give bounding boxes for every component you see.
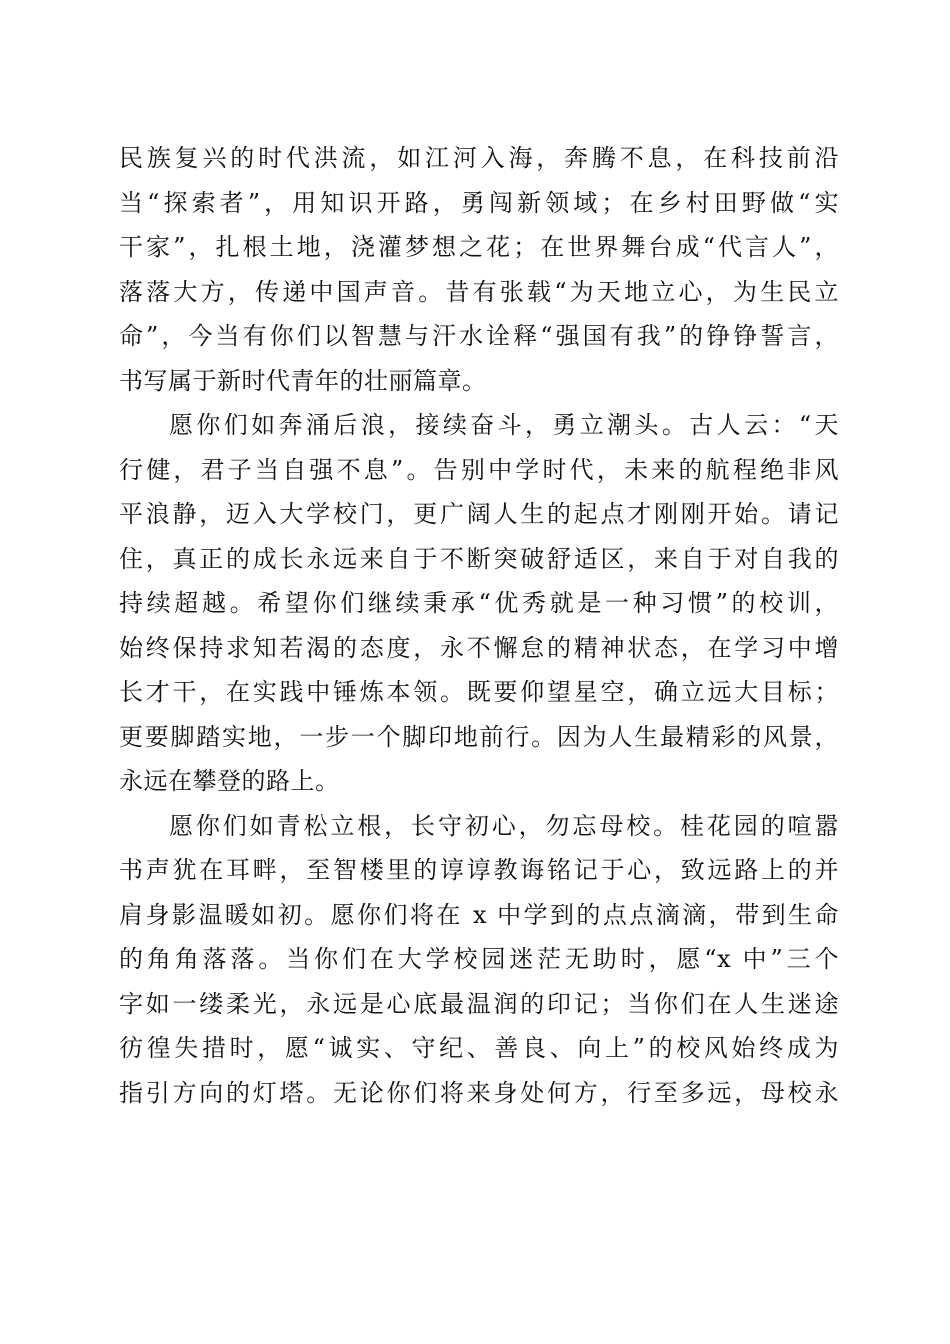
paragraph-1-line: 干家”，扎根土地，浇灌梦想之花；在世界舞台成“代言人”， <box>119 233 839 261</box>
paragraph-2-line: 永远在攀登的路上。 <box>119 767 340 795</box>
document-body <box>119 136 839 1115</box>
paragraph-3-line: 愿你们如青松立根，长守初心，勿忘母校。桂花园的喧嚣 <box>169 811 839 840</box>
paragraph-1-line: 命”，今当有你们以智慧与汗水诠释“强国有我”的铮铮誓言， <box>119 322 839 350</box>
paragraph-2-line: 住，真正的成长永远来自于不断突破舒适区，来自于对自我的 <box>119 544 839 573</box>
paragraph-3-line: 字如一缕柔光，永远是心底最温润的印记；当你们在人生迷途 <box>119 989 839 1018</box>
paragraph-3-line: 肩身影温暖如初。愿你们将在 x 中学到的点点滴滴，带到生命 <box>119 900 839 929</box>
paragraph-2-line: 平浪静，迈入大学校门，更广阔人生的起点才刚刚开始。请记 <box>119 500 839 528</box>
paragraph-3-line: 指引方向的灯塔。无论你们将来身处何方，行至多远，母校永 <box>119 1078 839 1107</box>
paragraph-2-line: 行健，君子当自强不息”。告别中学时代，未来的航程绝非风 <box>119 455 839 484</box>
paragraph-2-line: 长才干，在实践中锤炼本领。既要仰望星空，确立远大目标； <box>119 678 839 706</box>
paragraph-2-line: 持续超越。希望你们继续秉承“优秀就是一种习惯”的校训， <box>119 589 839 617</box>
paragraph-3-line: 书声犹在耳畔，至智楼里的谆谆教诲铭记于心，致远路上的并 <box>119 856 839 884</box>
paragraph-2-line: 愿你们如奔涌后浪，接续奋斗，勇立潮头。古人云：“天 <box>169 411 839 439</box>
paragraph-2-line: 更要脚踏实地，一步一个脚印地前行。因为人生最精彩的风景， <box>119 722 839 751</box>
paragraph-2-line: 始终保持求知若渴的态度，永不懈怠的精神状态，在学习中增 <box>119 633 839 662</box>
paragraph-1-line: 书写属于新时代青年的壮丽篇章。 <box>119 366 487 395</box>
paragraph-3-line: 的角角落落。当你们在大学校园迷茫无助时，愿“x 中”三个 <box>119 945 839 973</box>
paragraph-1-line: 当“探索者”，用知识开路，勇闯新领域；在乡村田野做“实 <box>119 188 839 217</box>
paragraph-1-line: 落落大方，传递中国声音。昔有张载“为天地立心，为生民立 <box>119 277 839 306</box>
paragraph-1-line: 民族复兴的时代洪流，如江河入海，奔腾不息，在科技前沿 <box>119 144 839 172</box>
paragraph-3-line: 彷徨失措时，愿“诚实、守纪、善良、向上”的校风始终成为 <box>119 1034 839 1062</box>
